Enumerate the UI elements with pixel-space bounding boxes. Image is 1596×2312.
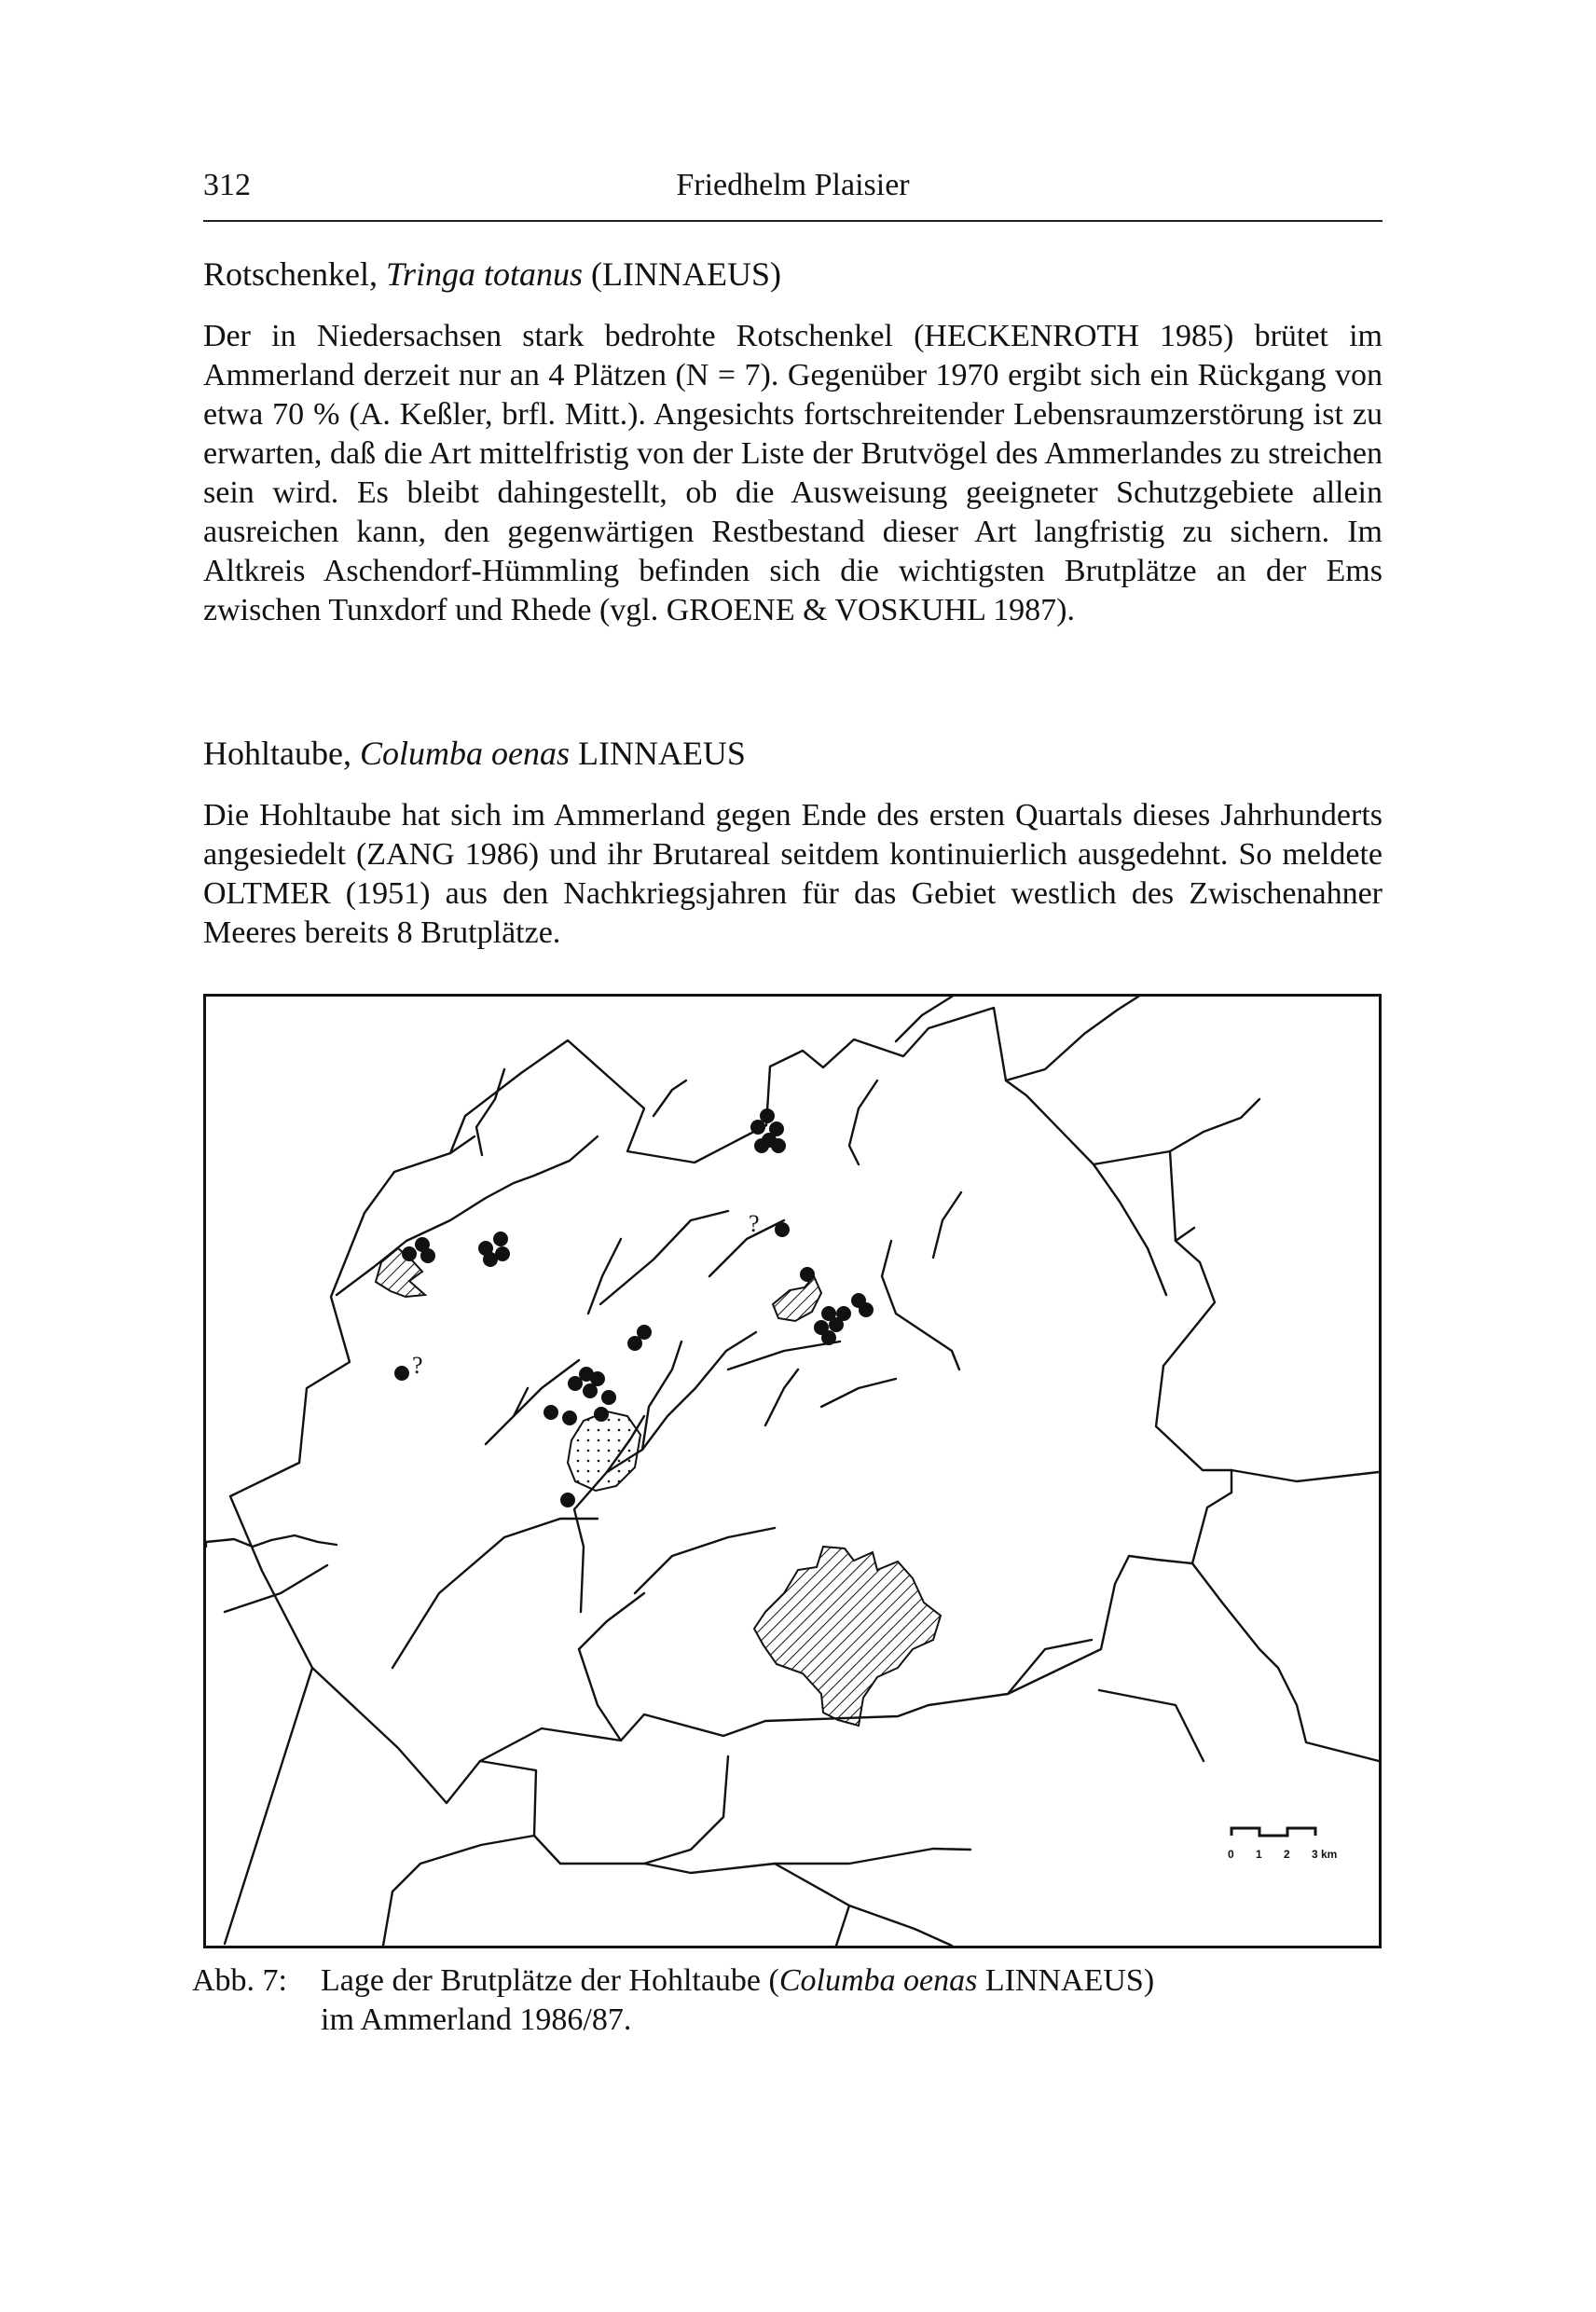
header-rule [203, 220, 1383, 222]
breeding-site-dot [583, 1383, 598, 1398]
breeding-site-dot [402, 1246, 417, 1261]
scale-bar [1228, 1828, 1337, 1861]
breeding-site-dot [420, 1248, 435, 1263]
breeding-site-dot [394, 1366, 409, 1381]
section-rotschenkel [203, 252, 1383, 630]
distribution-map [203, 994, 1382, 1948]
section-paragraph: Die Hohltaube hat sich im Ammerland gegen Ende des ersten Quartals dieses Jahrhunderts angesiedelt (ZANG 1986) und ihr Brutareal seitdem kontinuierlich ausgedehnt. So meldete OLTMER (1951) aus den Nachkriegsjahren für das Gebiet westlich des Zwischenahner Meeres bereits 8 Brutplätze. [203, 798, 1383, 950]
uncertain-mark: ? [749, 1210, 760, 1237]
settlement-hatched-west [376, 1248, 425, 1297]
breeding-site-dot [754, 1138, 769, 1153]
breeding-site-dot [543, 1405, 558, 1420]
settlement-hatched-town [754, 1547, 941, 1726]
lake-dotted [568, 1411, 640, 1491]
scale-label: 0 [1228, 1848, 1234, 1861]
scale-label: 2 [1284, 1848, 1290, 1861]
heading-author: (LINNAEUS) [591, 255, 781, 293]
heading-author: LINNAEUS [577, 735, 746, 772]
breeding-site-dot [836, 1306, 851, 1321]
breeding-site-dot [760, 1108, 775, 1123]
map-drawing [206, 997, 1379, 1946]
uncertain-mark: ? [412, 1352, 423, 1379]
section-heading [203, 252, 1383, 296]
breeding-site-dot [859, 1302, 874, 1317]
caption-text [321, 1961, 1383, 2040]
breeding-site-dot [562, 1411, 577, 1425]
caption-label: Abb. 7: [192, 1963, 287, 1998]
caption-line-2: im Ammerland 1986/87. [321, 2002, 632, 2037]
scale-label: 1 [1256, 1848, 1262, 1861]
caption-latin-name: Columba oenas [778, 1963, 978, 1998]
heading-common-name: Hohltaube, [203, 735, 351, 772]
breeding-site-dot [637, 1325, 652, 1340]
breeding-site-dot [493, 1232, 508, 1246]
caption-text-part: LINNAEUS) [977, 1963, 1155, 1998]
running-head: Friedhelm Plaisier [676, 168, 910, 202]
caption-text-part: Lage der Brutplätze der Hohltaube ( [321, 1963, 779, 1998]
breeding-site-dot [775, 1222, 790, 1237]
breeding-site-dot [601, 1390, 616, 1405]
heading-common-name: Rotschenkel, [203, 255, 378, 293]
settlement-hatched-east [773, 1276, 821, 1321]
breeding-site-dot [560, 1493, 575, 1507]
breeding-site-dot [771, 1138, 786, 1153]
breeding-site-dot [483, 1252, 498, 1267]
district-boundary [230, 1008, 1231, 1803]
section-hohltaube [203, 731, 1383, 953]
breeding-site-dot [821, 1330, 836, 1345]
section-paragraph: Der in Niedersachsen stark bedrohte Rotschenkel (HECKENROTH 1985) brütet im Ammerland derzeit nur an 4 Plätzen (N = 7). Gegenüber 1970 ergibt sich ein Rückgang von etwa 70 % (A. Keßler, brfl. Mitt.). Angesichts fortschreitender Lebensraumzerstörung ist zu erwarten, daß die Art mittelfristig von der Liste der Brutvögel des Ammerlandes zu streichen sein wird. Es bleibt dahingestellt, ob die Ausweisung geeigneter Schutzgebiete allein ausreichen kann, den gegenwärtigen Restbestand dieser Art langfristig zu sichern. Im Altkreis Aschendorf-Hümmling befinden sich die wichtigsten Brutplätze an der Ems zwischen Tunxdorf und Rhede (vgl. GROENE & VOSKUHL 1987). [203, 319, 1383, 627]
page-number: 312 [203, 168, 251, 202]
heading-latin-name: Columba oenas [359, 735, 570, 772]
section-heading [203, 731, 1383, 776]
breeding-site-dot [800, 1267, 815, 1282]
scale-label: 3 km [1312, 1848, 1338, 1861]
page-header [203, 168, 1383, 213]
breeding-site-dot [594, 1407, 609, 1422]
heading-latin-name: Tringa totanus [385, 255, 584, 293]
